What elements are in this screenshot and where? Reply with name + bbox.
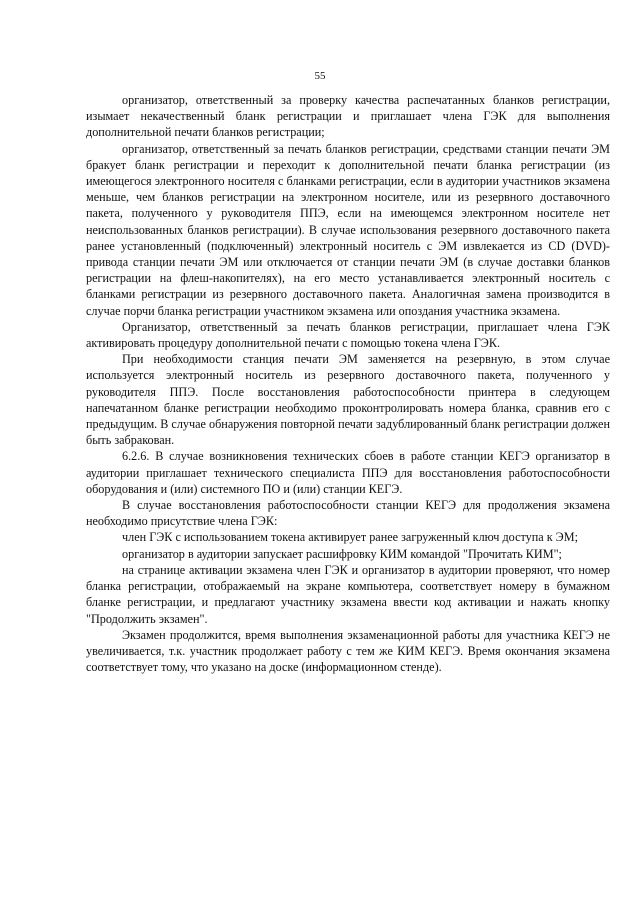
paragraph-3: Организатор, ответственный за печать бланков регистрации, приглашает члена ГЭК активировать процедуру дополнительной печати с помощью токена члена ГЭК. — [86, 319, 610, 351]
paragraph-6: В случае восстановления работоспособности станции КЕГЭ для продолжения экзамена необходимо присутствие члена ГЭК: — [86, 498, 610, 529]
paragraph-4: При необходимости станция печати ЭМ заменяется на резервную, в этом случае используется электронный носитель из резервного доставочного пакета, полученного у руководителя ППЭ. После восстановления работоспособности принтера в следующем напечатанном бланке регистрации необходимо проконтролировать номера бланка, сравнив его с предыдущим. В случае обнаружения повторной печати задублированный бланк регистрации должен быть забракован. — [86, 352, 610, 448]
page-number: 55 — [314, 70, 326, 82]
paragraph-1: организатор, ответственный за проверку качества распечатанных бланков регистрации, изымает некачественный бланк регистрации и приглашает члена ГЭК для выполнения дополнительной печати бланков регистрации; — [86, 93, 610, 140]
document-body — [86, 92, 610, 675]
paragraph-5: 6.2.6. В случае возникновения технических сбоев в работе станции КЕГЭ организатор в аудитории приглашает технического специалиста ППЭ для восстановления работоспособности оборудования и (или) системного ПО и (или) станции КЕГЭ. — [86, 449, 610, 496]
paragraph-2: организатор, ответственный за печать бланков регистрации, средствами станции печати ЭМ бракует бланк регистрации и переходит к дополнительной печати бланка регистрации (из имеющегося электронного носителя с бланками регистрации, если в аудитории участников экзамена меньше, чем бланков регистрации на электронном носителе, или из резервного доставочного пакета, полученного у руководителя ППЭ, если на имеющемся электронном носителе нет неиспользованных бланков регистрации). В случае использования резервного доставочного пакета ранее установленный (подключенный) электронный носитель с ЭМ извлекается из CD (DVD)-привода станции печати ЭМ или отключается от станции печати ЭМ (в случае доставки бланков регистрации на флеш-накопителях), на его место устанавливается электронный носитель с бланками регистрации из резервного доставочного пакета. Аналогичная замена производится в случае порчи бланка регистрации участником экзамена или опоздания участника экзамена. — [86, 141, 610, 318]
paragraph-8: организатор в аудитории запускает расшифровку КИМ командой "Прочитать КИМ"; — [122, 546, 562, 561]
paragraph-7: член ГЭК с использованием токена активирует ранее загруженный ключ доступа к ЭМ; — [122, 530, 578, 545]
paragraph-10: Экзамен продолжится, время выполнения экзаменационной работы для участника КЕГЭ не увеличивается, т.к. участник продолжает работу с тем же КИМ КЕГЭ. Время окончания экзамена соответствует тому, что указано на доске (информационном стенде). — [86, 627, 610, 675]
paragraph-9: на странице активации экзамена член ГЭК и организатор в аудитории проверяют, что номер бланка регистрации, отображаемый на экране компьютера, соответствует номеру в бумажном бланке регистрации, и предлагают участнику экзамена ввести код активации и нажать кнопку "Продолжить экзамен". — [86, 562, 610, 626]
